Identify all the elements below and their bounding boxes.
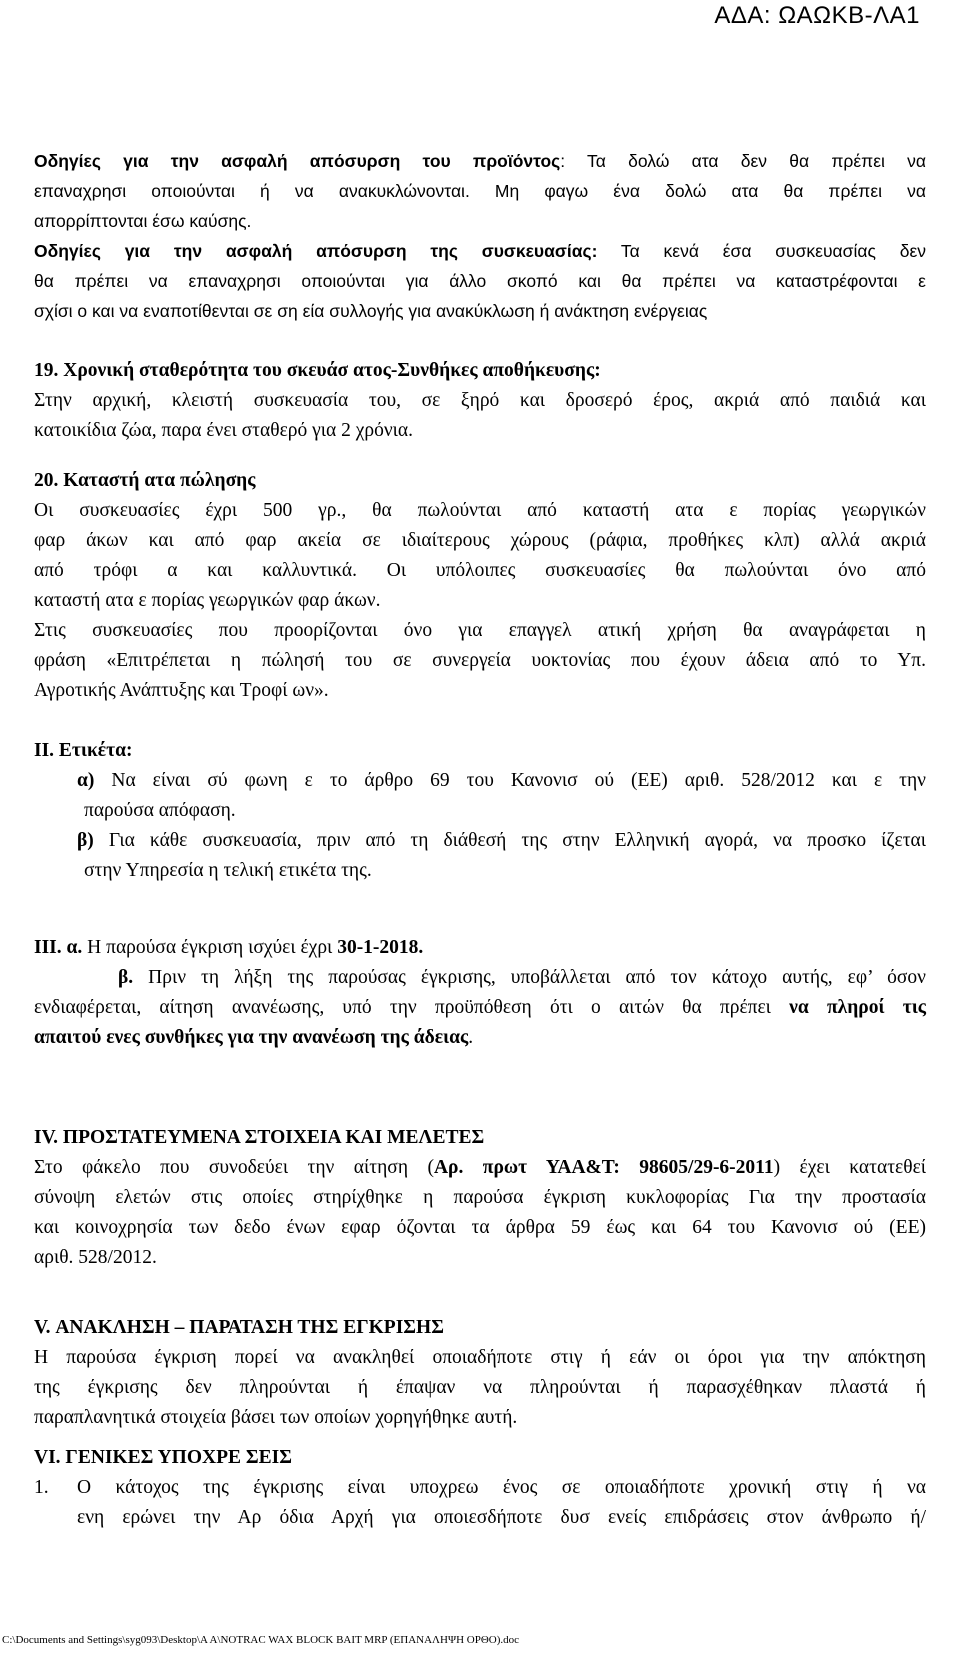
validity-date: 30-1-2018. — [337, 937, 424, 958]
section-20-line-3: από τρόφι α και καλλυντικά. Οι υπόλοιπες συσκευασίες θα πωλούνται όνο από — [34, 560, 926, 581]
section-20 — [34, 466, 926, 706]
disposal-packaging-paragraph — [34, 236, 926, 326]
section-iii-b-line-1: β. Πριν τη λήξη της παρούσας έγκρισης, υποβάλλεται από τον κάτοχο αυτής, εφ’ όσον — [118, 967, 926, 988]
section-iv-title: IV. ΠΡΟΣΤΑΤΕΥΜΕΝΑ ΣΤΟΙΧΕΙΑ ΚΑΙ ΜΕΛΕΤΕΣ — [34, 1127, 485, 1148]
section-ii-b-line-2: στην Υπηρεσία η τελική ετικέτα της. — [84, 860, 372, 881]
section-ii-a-line-1: α) Να είναι σύ φωνη ε το άρθρο 69 του Κανονισ ού (ΕΕ) αριθ. 528/2012 και ε την — [77, 770, 926, 791]
disposal-packaging-line-1: Οδηγίες για την ασφαλή απόσυρση της συσκευασίας: Τα κενά έσα συσκευασίας δεν — [34, 241, 926, 261]
section-iii — [34, 933, 926, 1053]
section-iii-b-line-2: ενδιαφέρεται, αίτηση ανανέωσης, υπό την προϋπόθεση ότι ο αιτών θα πρέπει να πληροί τις — [34, 997, 926, 1018]
disposal-packaging-line-2: θα πρέπει να επαναχρησι οποιούνται για άλλο σκοπό και θα πρέπει να καταστρέφονται ε — [34, 271, 926, 291]
section-vi — [34, 1443, 926, 1533]
section-v — [34, 1313, 926, 1433]
section-iii-b-label: β. — [118, 967, 134, 988]
section-20-title: 20. Καταστή ατα πώλησης — [34, 470, 256, 491]
section-v-line-2: της έγκρισης δεν πληρούνται ή έπαψαν να πληρούνται ή παρασχέθηκαν πλαστά ή — [34, 1377, 926, 1398]
file-path-footer: C:\Documents and Settings\syg093\Desktop\Α Α\NOTRAC WAX BLOCK BAIT MRP (ΕΠΑΝΑΛΗΨΗ ΟΡΘΟ).doc — [2, 1634, 520, 1646]
section-iv-line-4: αριθ. 528/2012. — [34, 1247, 157, 1268]
section-iv-line-3: και κοινοχρησία των δεδο ένων εφαρ όζονται τα άρθρα 59 έως και 64 του Κανονισ ού (ΕΕ) — [34, 1217, 926, 1238]
section-iii-a-line: ΙΙΙ. α. Η παρούσα έγκριση ισχύει έχρι 30-1-2018. — [34, 937, 424, 958]
ada-header: ΑΔΑ: ΩΑΩΚΒ-ΛΑ1 — [714, 2, 920, 29]
section-iv-line-2: σύνοψη ελετών στις οποίες στηρίχθηκε η παρούσα έγκριση κυκλοφορίας Για την προστασία — [34, 1187, 926, 1208]
section-20-line-4: καταστή ατα ε πορίας γεωργικών φαρ άκων. — [34, 590, 381, 611]
section-v-line-3: παραπλανητικά στοιχεία βάσει των οποίων χορηγήθηκε αυτή. — [34, 1407, 518, 1428]
section-v-title: V. ΑΝΑΚΛΗΣΗ – ΠΑΡΑΤΑΣΗ ΤΗΣ ΕΓΚΡΙΣΗΣ — [34, 1317, 444, 1338]
section-19-line-1: Στην αρχική, κλειστή συσκευασία του, σε ξηρό και δροσερό έρος, ακριά από παιδιά και — [34, 390, 926, 411]
section-iv — [34, 1123, 926, 1273]
disposal-product-line-1: Οδηγίες για την ασφαλή απόσυρση του προϊόντος: Τα δολώ ατα δεν θα πρέπει να — [34, 151, 926, 171]
section-vi-item-1 — [34, 1473, 926, 1533]
disposal-product-line-2: επαναχρησι οποιούνται ή να ανακυκλώνονται. Μη φαγω ένα δολώ ατα θα πρέπει να — [34, 181, 926, 201]
section-ii-a-line-2: παρούσα απόφαση. — [84, 800, 236, 821]
section-iii-a-label: ΙΙΙ. α. — [34, 937, 83, 958]
section-v-line-1: Η παρούσα έγκριση πορεί να ανακληθεί οποιαδήποτε στιγ ή εάν οι όροι για την απόκτηση — [34, 1347, 926, 1368]
section-iv-line-1: Στο φάκελο που συνοδεύει την αίτηση (Αρ. πρωτ ΥΑΑ&Τ: 98605/29-6-2011) έχει κατατεθεί — [34, 1157, 927, 1178]
section-19-line-2: κατοικίδια ζώα, παρα ένει σταθερό για 2 χρόνια. — [34, 420, 413, 441]
section-ii-b-label: β) — [77, 830, 94, 851]
section-20-line-7: Αγροτικής Ανάπτυξης και Τροφί ων». — [34, 680, 329, 701]
disposal-product-line-3: απορρίπτονται έσω καύσης. — [34, 211, 252, 231]
section-ii-b-line-1: β) Για κάθε συσκευασία, πριν από τη διάθεσή της στην Ελληνική αγορά, να προσκο ίζεται — [77, 830, 926, 851]
disposal-packaging-line-3: σχίσι ο και να εναποτίθενται σε ση εία συλλογής για ανακύκλωση ή ανάκτηση ενέργειας — [34, 301, 708, 321]
section-20-line-6: φράση «Επιτρέπεται η πώλησή του σε συνεργεία υοκτονίας που έχουν άδεια από το Υπ. — [34, 650, 926, 671]
section-19 — [34, 356, 926, 446]
section-20-line-1: Οι συσκευασίες έχρι 500 γρ., θα πωλούνται από καταστή ατα ε πορίας γεωργικών — [34, 500, 926, 521]
section-20-line-2: φαρ άκων και από φαρ ακεία σε ιδιαίτερους χώρους (ράφια, προθήκες κλπ) αλλά ακριά — [34, 530, 926, 551]
section-ii — [34, 736, 926, 886]
disposal-product-paragraph — [34, 146, 926, 236]
section-vi-title: VI. ΓΕΝΙΚΕΣ ΥΠΟΧΡΕ ΣΕΙΣ — [34, 1447, 292, 1468]
section-vi-line-1: Ο κάτοχος της έγκρισης είναι υποχρεω ένος σε οποιαδήποτε χρονική στιγ ή να — [77, 1477, 926, 1498]
section-vi-item-number: 1. — [34, 1477, 49, 1498]
section-ii-a-label: α) — [77, 770, 95, 791]
disposal-packaging-label: Οδηγίες για την ασφαλή απόσυρση της συσκευασίας: — [34, 241, 598, 261]
section-iii-b-line-3: απαιτού ενες συνθήκες για την ανανέωση της άδειας. — [34, 1027, 474, 1048]
section-20-line-5: Στις συσκευασίες που προορίζονται όνο για επαγγελ ατική χρήση θα αναγράφεται η — [34, 620, 926, 641]
section-19-title: 19. Χρονική σταθερότητα του σκευάσ ατος-Συνθήκες αποθήκευσης: — [34, 360, 601, 381]
section-vi-line-2: ενη ερώνει την Αρ όδια Αρχή για οποιεσδήποτε δυσ ενείς επιδράσεις στον άνθρωπο ή/ — [77, 1507, 926, 1528]
disposal-product-label: Οδηγίες για την ασφαλή απόσυρση του προϊόντος — [34, 151, 561, 171]
protocol-number: Αρ. πρωτ ΥΑΑ&Τ: 98605/29-6-2011 — [433, 1157, 774, 1178]
section-ii-title: ΙΙ. Ετικέτα: — [34, 740, 133, 761]
